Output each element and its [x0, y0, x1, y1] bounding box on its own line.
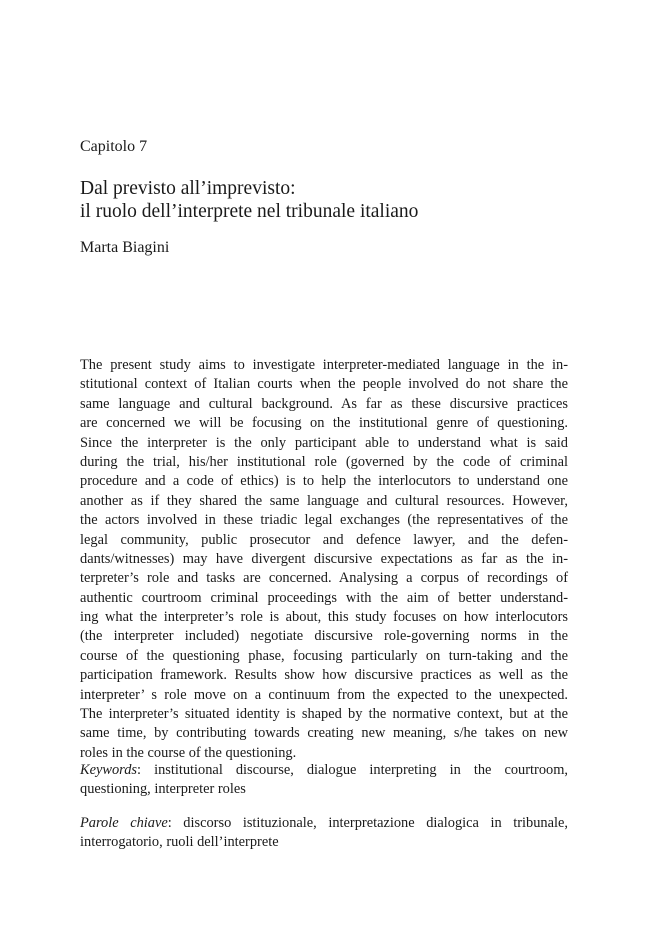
abstract-line: roles in the course of the questioning.: [80, 744, 297, 761]
abstract-line: participation framework. Results show how discursive practices as well as the: [80, 667, 568, 684]
abstract-line: stitutional context of Italian courts when the people involved do not share the: [80, 376, 568, 393]
abstract-line: the actors involved in these triadic legal exchanges (the representatives of the: [80, 512, 568, 529]
parole-chiave-label: Parole chiave: [80, 815, 168, 831]
abstract-line: same time, by contributing towards creating new meaning, s/he takes on new: [80, 725, 568, 742]
abstract-line: terpreter’s role and tasks are concerned. Analysing a corpus of recordings of: [80, 570, 568, 587]
abstract-line: during the trial, his/her institutional role (governed by the code of criminal: [80, 453, 568, 470]
keywords-line: questioning, interpreter roles: [80, 781, 246, 798]
abstract-line: (the interpreter included) negotiate discursive role-governing norms in the: [80, 628, 568, 645]
abstract: [80, 356, 568, 763]
keywords-label: Keywords: [80, 762, 138, 778]
abstract-line: legal community, public prosecutor and defence lawyer, and the defen-: [80, 531, 568, 548]
abstract-line: interpreter’ s role move on a continuum from the expected to the unexpected.: [80, 686, 568, 703]
chapter-title: [80, 177, 418, 223]
abstract-line: are concerned we will be focusing on the institutional genre of questioning.: [80, 415, 568, 432]
abstract-line: The interpreter’s situated identity is shaped by the normative context, but at the: [80, 706, 568, 723]
chapter-label: Capitolo 7: [80, 138, 148, 155]
abstract-line: The present study aims to investigate interpreter-mediated language in the in-: [80, 357, 568, 373]
abstract-line: authentic courtroom criminal proceedings with the aim of better understand-: [80, 589, 568, 606]
author-name: Marta Biagini: [80, 239, 170, 256]
parole-chiave-text: : discorso istituzionale, interpretazione dialogica in tribunale,: [167, 815, 568, 831]
abstract-line: Since the interpreter is the only participant able to understand what is said: [80, 434, 568, 451]
abstract-line: another as if they shared the same language and cultural resources. However,: [80, 492, 568, 509]
chapter-title-line: il ruolo dell’interprete nel tribunale italiano: [80, 201, 419, 222]
parole-chiave-line: [80, 814, 568, 833]
abstract-line: course of the questioning phase, focusing particularly on turn-taking and the: [80, 647, 568, 664]
parole-chiave-line: interrogatorio, ruoli dell’interprete: [80, 834, 279, 851]
abstract-line: procedure and a code of ethics) is to help the interlocutors to understand one: [80, 473, 568, 490]
abstract-line: same language and cultural background. As far as these discursive practices: [80, 395, 568, 412]
abstract-line: dants/witnesses) may have divergent discursive expectations as far as the in-: [80, 550, 568, 567]
keywords-text: : institutional discourse, dialogue interpreting in the courtroom,: [137, 762, 568, 778]
parole-chiave: [80, 814, 568, 853]
keywords: [80, 761, 568, 800]
keywords-line: [80, 761, 568, 780]
chapter-title-line: Dal previsto all’imprevisto:: [80, 178, 296, 199]
abstract-line: ing what the interpreter’s role is about, this study focuses on how interlocutors: [80, 609, 568, 626]
